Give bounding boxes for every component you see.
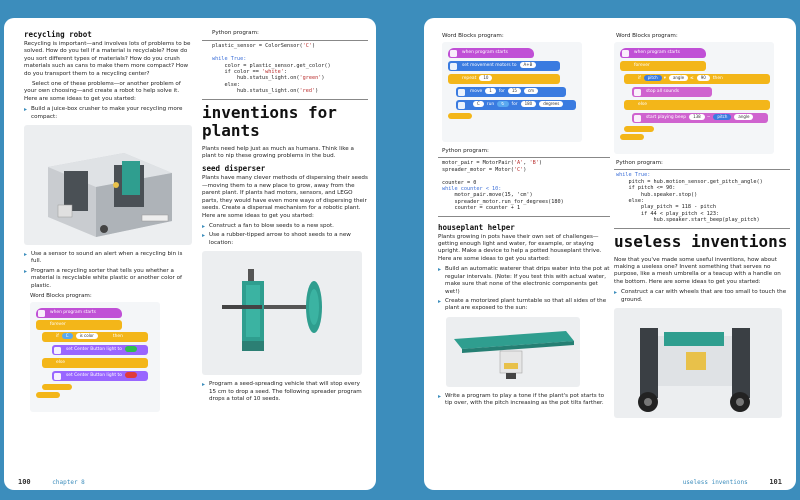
spreader-word-blocks [442,42,582,142]
recycling-word-blocks [30,302,160,412]
tilt-word-blocks [614,42,774,154]
python-label: Python program: [212,30,259,36]
houseplant-bullet-2: ▸ Create a motorized plant turntable so that all sides of the plant are exposed to the sun: [438,298,610,313]
spreader-python-code: motor_pair = MotorPair('A', 'B') spreader_motor = Motor('C') counter = 0 while counter < 10: motor_pair.move(15, 'cm') spreader_motor.run_for_degrees(180) counter = counter + 1 [442,160,564,212]
right-page-number: 101 [769,478,782,486]
word-blocks-label: Word Blocks program: [442,33,504,39]
wb-when-program-starts: when program starts [448,48,534,58]
wb-move: move 1 for 15 cm [456,87,566,97]
plant-turntable-photo [446,317,580,387]
useless-intro: Now that you've made some useful inventions, how about making a useless one? Invent something that serves no purpose, like a mesh umbrella or a teacup with a handle on the bottom. Here are some ideas to get you started: [614,256,781,285]
houseplant-heading: houseplant helper [438,222,515,232]
seed-bullet-3: ▸ Program a seed-spreading vehicle that will stop every 15 cm to drop a seed. The following spreader program drops a total of 10 seeds. [202,381,368,403]
wb-if-end [42,384,72,390]
turntable-illustration [446,317,580,387]
wb-repeat: repeat 10 [448,74,560,84]
wb-when-program-starts: when program starts [620,48,706,58]
seed-disperser-heading: seed disperser [202,164,266,174]
python-label: Python program: [616,160,663,166]
left-page [4,18,376,490]
word-blocks-label: Word Blocks program: [30,293,92,300]
car-illustration [614,308,774,418]
houseplant-column [438,30,610,410]
arrow-launcher-photo [202,251,362,375]
flag-icon [450,50,457,57]
word-blocks-label: Word Blocks program: [616,33,678,39]
wb-when-program-starts: when program starts [36,308,122,318]
left-page-number: 100 [18,478,31,486]
seed-bullet-1: ▸ Construct a fan to blow seeds to a new spot. [202,223,368,230]
seed-disperser-paragraph: Plants have many clever methods of dispersing their seeds—moving them to a new place to grow, away from the parent plant. If plants had motors, sensors, and LEGO parts, they would have even more ways of dispersing their seeds. Create a dispersal mechanism for a robotic plant. Here are some ideas to get you started: [202,175,368,219]
arrow-launcher-illustration [202,251,362,375]
wb-stop-all-sounds: stop all sounds [632,87,712,97]
recycling-intro-2: Select one of these problems—or another problem of your own choosing—and create a robot to help solve it. Here are some ideas to get you started: [24,81,181,102]
juice-box-crusher-photo [24,125,192,245]
recycling-bullet-3: ▸ Program a recycling sorter that tells you whether a material is recyclable white plastic or another color of plastic. [24,268,192,290]
useless-bullet-1: ▸ Construct a car with wheels that are too small to touch the ground. [614,289,790,304]
wb-set-movement-motors: set movement motors to A+B [448,61,560,71]
houseplant-intro: Plants growing in pots have their own set of challenges—getting enough light and water, for example, or staying upright. Make a device to help a potted houseplant thrive. Here are some ideas to get you started: [438,233,602,262]
tilt-python-code: while True: pitch = hub.motion_sensor.get_pitch_angle() if pitch <= 90: hub.speaker.stop() else: play_pitch = 118 - pitch if 44 < play_pitch < 123: hub.speaker.start_beep(play_pitch) [616,172,763,224]
houseplant-bullet-1: ▸ Build an automatic waterer that drips water into the pot at regular intervals. (Note: If you test this with actual water, make sure that none of the electronic components get wet!) [438,266,610,296]
wb-if-pitch: if pitch ▾ angle ≤ 90 then [624,74,770,84]
left-footer [18,478,85,486]
motor-icon [450,63,457,70]
useless-column [614,30,790,418]
wb-set-light-green: set Center Button light to __ [52,345,148,355]
speaker-icon [634,89,641,96]
seed-bullet-2: ▸ Use a rubber-tipped arrow to shoot seeds to a new location: [202,232,368,247]
plants-heading: inventions for plants [202,102,337,140]
wb-if: if C is color then [42,332,148,342]
right-section-label: useless inventions [682,479,748,486]
flag-icon [622,50,629,57]
light-icon [54,373,61,380]
crusher-model-illustration [24,125,192,245]
right-footer [683,478,782,486]
wb-if-end [624,126,654,132]
wb-forever-end [36,392,60,398]
flag-icon [38,310,45,317]
python-label: Python program: [442,148,489,154]
left-chapter-label: chapter 8 [52,479,85,486]
wb-forever: forever [620,61,706,71]
speaker-icon [634,115,641,122]
wb-else: else [42,358,148,368]
recycling-bullet-2: ▸ Use a sensor to sound an alert when a recycling bin is full. [24,251,192,266]
plants-intro: Plants need help just as much as humans. Think like a plant to nip these growing problems in the bud. [202,145,354,160]
move-icon [458,89,465,96]
right-page [424,18,796,490]
useless-heading: useless inventions [614,231,788,251]
recycling-column [24,30,192,412]
wb-repeat-end [448,113,472,119]
houseplant-bullet-3: ▸ Write a program to play a tone if the plant's pot starts to tip over, with the pitch increasing as the pot tilts farther. [438,393,610,408]
motor-icon [458,102,465,109]
wb-start-playing-beep: start playing beep 138 − pitch angle [632,113,768,123]
wb-set-light-red: set Center Button light to __ [52,371,148,381]
recycling-heading: recycling robot [24,30,92,39]
recycling-bullet-1: ▸ Build a juice-box crusher to make your recycling more compact: [24,106,192,121]
plants-column [202,30,368,405]
small-wheels-car-photo [614,308,782,418]
wb-forever-end [620,134,644,140]
wb-run-motor: C run ↻ for 180 degrees [456,100,576,110]
recycling-intro: Recycling is important—and involves lots of problems to be solved. How do you tell if a material is recyclable? How do you sort different types of materials? How do you crush materials such as cans to make them more compact? How do you transport them to a recycling center? [24,41,191,77]
light-icon [54,347,61,354]
recycling-python-code: plastic_sensor = ColorSensor('C') while True: color = plastic_sensor.get_color() if color == 'white': hub.status_light.on('green') else: hub.status_light.on('red') [212,43,331,95]
wb-else: else [624,100,770,110]
wb-forever: forever [36,320,122,330]
